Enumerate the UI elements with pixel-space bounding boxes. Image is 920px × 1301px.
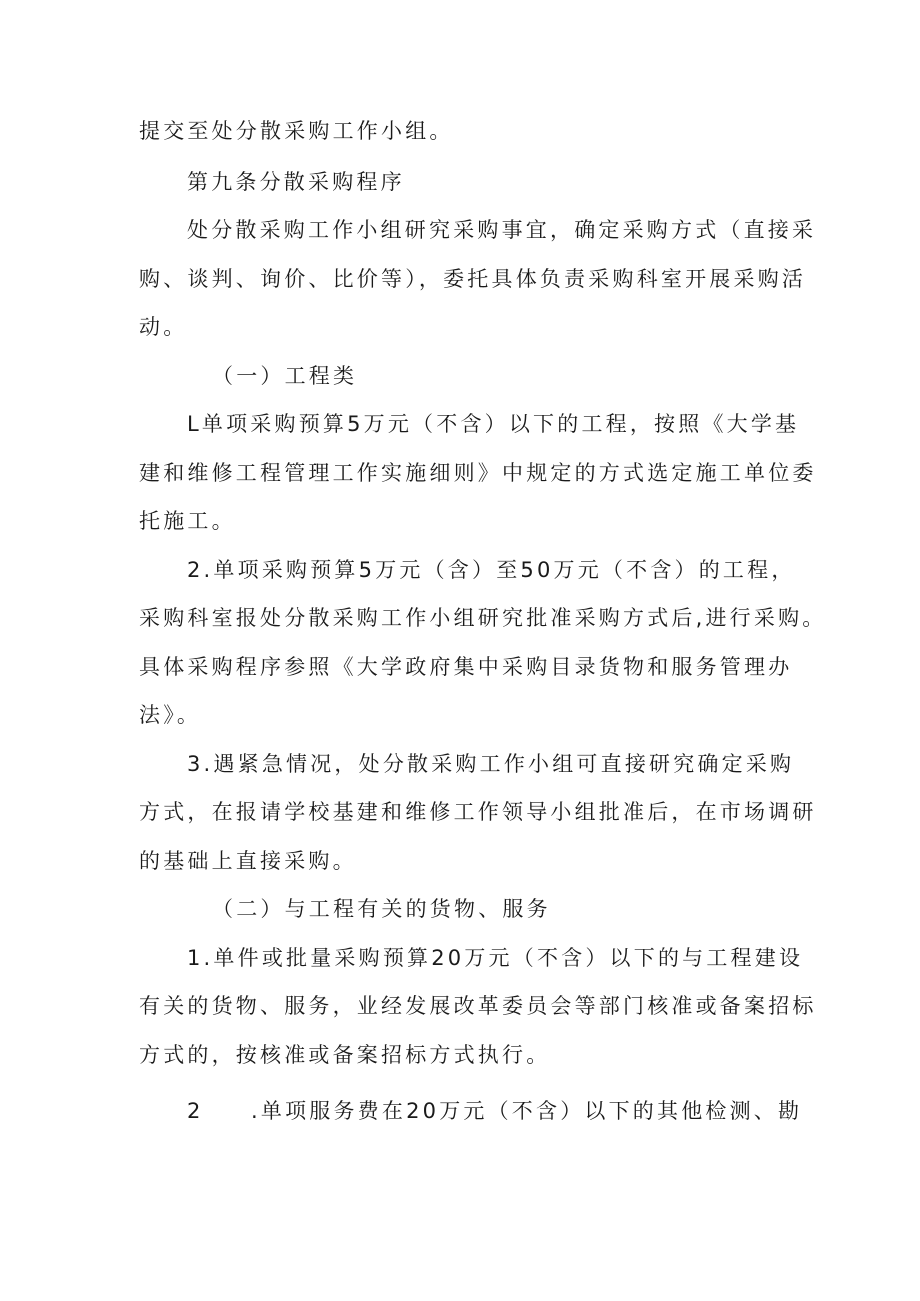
- paragraph-line: 法》。: [139, 703, 202, 727]
- paragraph-line: 购、谈判、询价、比价等），委托具体负责采购科室开展采购活: [139, 267, 807, 291]
- paragraph-line: 方式，在报请学校基建和维修工作领导小组批准后，在市场调研: [139, 800, 817, 824]
- paragraph-line: L单项采购预算5万元（不含）以下的工程，按照《大学基: [187, 412, 800, 436]
- list-number: 2: [187, 1099, 204, 1123]
- paragraph-line: 处分散采购工作小组研究采购事宜，确定采购方式（直接采: [187, 218, 817, 242]
- paragraph-line: 建和维修工程管理工作实施细则》中规定的方式选定施工单位委: [139, 461, 817, 485]
- paragraph-line: 2.单项采购预算5万元（含）至50万元（不含）的工程，: [187, 558, 796, 582]
- article-heading: 第九条分散采购程序: [187, 170, 405, 194]
- paragraph-line: 动。: [139, 315, 188, 339]
- paragraph-line: 3.遇紧急情况，处分散采购工作小组可直接研究确定采购: [187, 752, 795, 776]
- section-heading: （二）与工程有关的货物、服务: [212, 897, 551, 921]
- paragraph-line: 有关的货物、服务，业经发展改革委员会等部门核准或备案招标: [139, 994, 817, 1018]
- paragraph-line: 托施工。: [139, 509, 236, 533]
- paragraph-line: 方式的，按核准或备案招标方式执行。: [139, 1043, 551, 1067]
- paragraph-line: 采购科室报处分散采购工作小组研究批准采购方式后,进行采购。: [139, 606, 827, 630]
- paragraph-line: 的基础上直接采购。: [139, 849, 357, 873]
- paragraph-line: 提交至处分散采购工作小组。: [139, 119, 454, 143]
- paragraph-line: 1.单件或批量采购预算20万元（不含）以下的与工程建设: [187, 946, 804, 970]
- paragraph-line: .单项服务费在20万元（不含）以下的其他检测、勘: [251, 1099, 803, 1123]
- paragraph-line: 具体采购程序参照《大学政府集中采购目录货物和服务管理办: [139, 655, 793, 679]
- section-heading: （一）工程类: [212, 364, 358, 388]
